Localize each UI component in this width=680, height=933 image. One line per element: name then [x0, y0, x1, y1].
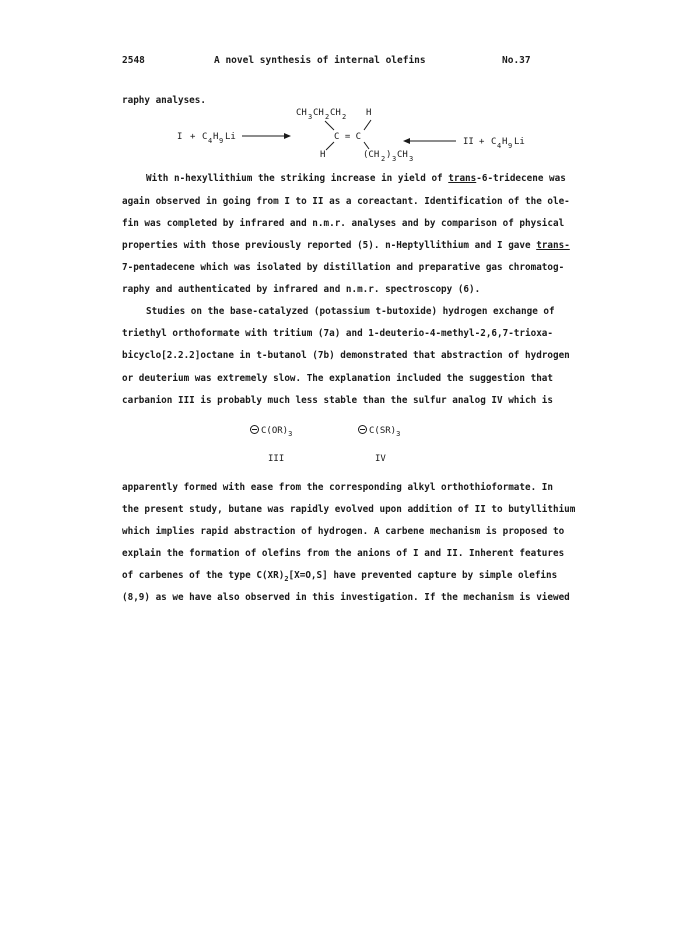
- svg-text:CH: CH: [313, 108, 324, 118]
- text-line: explain the formation of olefins from the anions of I and II. Inherent features: [122, 548, 565, 559]
- text-line: of carbenes of the type $C(XR)_2[X=O,S]$ have prevented capture by simple olefins: [122, 570, 558, 583]
- anion-III-label: III: [268, 454, 285, 464]
- top-hydrogen: H: [366, 108, 372, 118]
- arrow-left-head: [403, 138, 410, 144]
- page-number: 2548: [122, 55, 145, 66]
- plus-sign: +: [479, 137, 485, 147]
- svg-text:9: 9: [508, 142, 513, 150]
- svg-text:4: 4: [497, 142, 502, 150]
- svg-text:4: 4: [208, 137, 213, 145]
- text-line: Studies on the base-catalyzed (potassium t-butoxide) hydrogen exchange of: [146, 306, 555, 317]
- svg-text:): ): [386, 150, 392, 160]
- svg-text:3: 3: [308, 113, 313, 121]
- svg-text:Li: Li: [514, 137, 525, 147]
- text-line: which implies rapid abstraction of hydrogen. A carbene mechanism is proposed to: [122, 526, 565, 537]
- reaction-scheme: [0, 0, 680, 200]
- anion-IV-label: IV: [375, 454, 386, 464]
- text-line: carbanion III is probably much less stable than the sulfur analog IV which is: [122, 395, 553, 406]
- text-line: raphy analyses.: [122, 95, 206, 106]
- svg-text:CH: CH: [330, 108, 341, 118]
- text-line: With n-hexyllithium the striking increase in yield of trans-6-tridecene was: [146, 173, 566, 184]
- plus-sign: +: [190, 132, 196, 142]
- svg-text:2: 2: [381, 155, 386, 163]
- negative-charge-icon: [358, 425, 367, 434]
- reagent-I: I: [177, 132, 183, 142]
- anion-IV-formula: $C(SR)_3$: [358, 425, 400, 438]
- svg-text:9: 9: [219, 137, 224, 145]
- text-line: apparently formed with ease from the corresponding alkyl orthothioformate. In: [122, 482, 553, 493]
- text-line: or deuterium was extremely slow. The explanation included the suggestion that: [122, 373, 553, 384]
- svg-text:3: 3: [409, 155, 414, 163]
- text-line: 7-pentadecene which was isolated by distillation and preparative gas chromatog-: [122, 262, 565, 273]
- svg-text:C: C: [202, 132, 208, 142]
- svg-text:C: C: [491, 137, 497, 147]
- text-line: again observed in going from I to II as a coreactant. Identification of the ole-: [122, 196, 570, 207]
- propyl-group: CH: [296, 108, 307, 118]
- issue-number: No.37: [502, 55, 531, 66]
- svg-text:Li: Li: [225, 132, 236, 142]
- text-line: (8,9) as we have also observed in this investigation. If the mechanism is viewed: [122, 592, 570, 603]
- arrow-right-head: [284, 133, 291, 139]
- svg-text:2: 2: [342, 113, 347, 121]
- negative-charge-icon: [250, 425, 259, 434]
- svg-text:H: H: [213, 132, 219, 142]
- reagent-II: II: [463, 137, 474, 147]
- text-line: properties with those previously reported (5). n-Heptyllithium and I gave trans-: [122, 240, 570, 251]
- text-line: bicyclo[2.2.2]octane in t-butanol (7b) demonstrated that abstraction of hydrogen: [122, 350, 570, 361]
- text-line: fin was completed by infrared and n.m.r. analyses and by comparison of physical: [122, 218, 565, 229]
- text-line: the present study, butane was rapidly evolved upon addition of II to butyllithium: [122, 504, 576, 515]
- double-bond: C = C: [334, 132, 362, 142]
- pentyl-group: (CH: [363, 150, 380, 160]
- svg-text:2: 2: [325, 113, 330, 121]
- text-line: triethyl orthoformate with tritium (7a) and 1-deuterio-4-methyl-2,6,7-trioxa-: [122, 328, 553, 339]
- bottom-hydrogen: H: [320, 150, 326, 160]
- svg-text:3: 3: [392, 155, 397, 163]
- text-line: raphy and authenticated by infrared and n.m.r. spectroscopy (6).: [122, 284, 481, 295]
- svg-text:H: H: [502, 137, 508, 147]
- running-title: A novel synthesis of internal olefins: [214, 55, 426, 66]
- svg-text:CH: CH: [397, 150, 408, 160]
- anion-III-formula: $C(OR)_3$: [250, 425, 292, 438]
